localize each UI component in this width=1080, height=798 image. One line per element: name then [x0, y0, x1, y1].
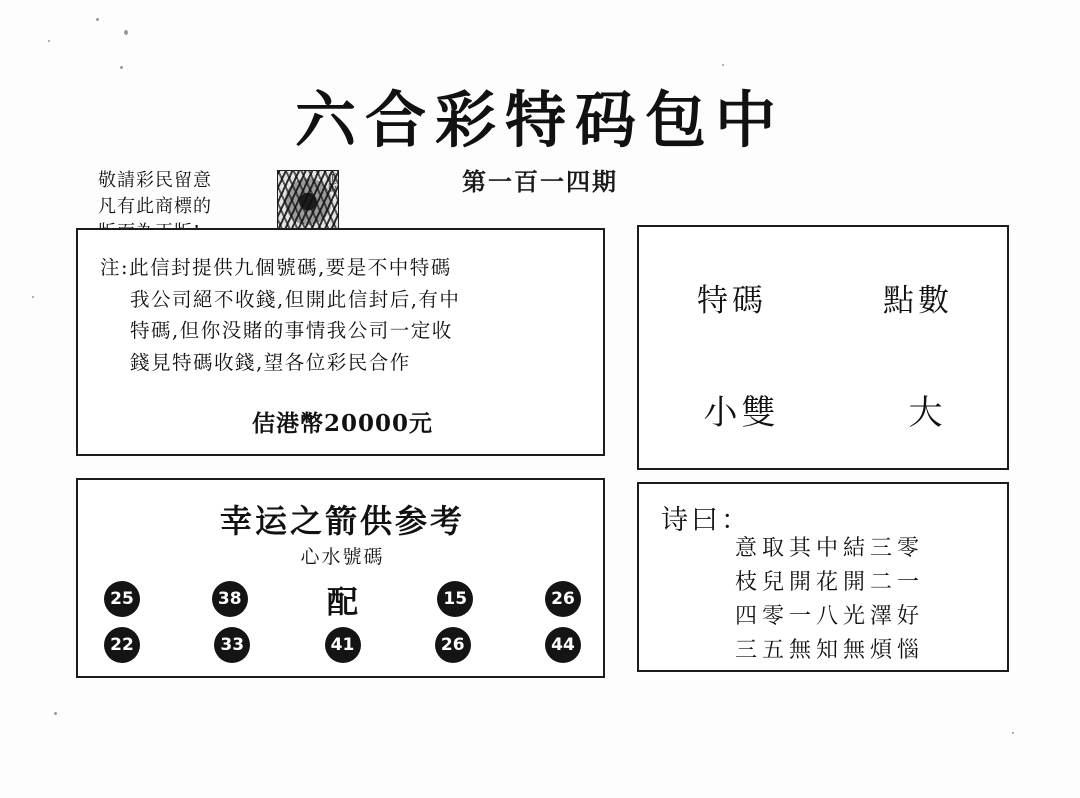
lucky-ball: 15 [437, 581, 473, 617]
special-headers [639, 275, 1011, 320]
lucky-ball: 38 [212, 581, 248, 617]
scan-speck [120, 66, 123, 69]
terms-line: 特碼,但你没賭的事情我公司一定收 [130, 319, 453, 343]
poem-box [637, 482, 1009, 672]
special-number-box [637, 225, 1009, 470]
terms-text [100, 252, 590, 378]
scan-speck [1012, 732, 1014, 734]
poem-line: 三五無知無煩惱 [735, 638, 925, 664]
lucky-ball: 22 [104, 627, 140, 663]
special-header-left: 特碼 [697, 283, 767, 319]
lucky-subtitle: 心水號碼 [300, 546, 385, 568]
issue-number: 第一百一四期 [462, 167, 618, 196]
scan-speck [722, 64, 724, 66]
lucky-ball: 33 [214, 627, 250, 663]
terms-line: 錢見特碼收錢,望各位彩民合作 [130, 350, 411, 374]
special-value-right: 大 [908, 393, 947, 433]
lucky-ball: 26 [435, 627, 471, 663]
amount-text: 佶港幣20000元 [251, 410, 434, 437]
poem-text [735, 532, 924, 668]
page-title: 六合彩特码包中 [294, 85, 785, 156]
lucky-ball: 44 [545, 627, 581, 663]
notice-line-2: 凡有此商標的 [98, 196, 212, 218]
poem-line: 四零一八光澤好 [735, 604, 925, 630]
special-values [639, 385, 1011, 434]
terms-box [76, 228, 605, 456]
special-value-left: 小雙 [703, 393, 780, 433]
lucky-ball: 26 [545, 581, 581, 617]
scan-speck [54, 712, 57, 715]
terms-line: 注:此信封提供九個號碼,要是不中特碼 [100, 256, 452, 279]
poem-header: 诗曰： [661, 505, 751, 536]
notice-line-1: 敬請彩民留意 [98, 170, 212, 191]
scan-speck [96, 18, 99, 21]
terms-line: 我公司絕不收錢,但開此信封后,有中 [130, 287, 461, 311]
pair-label: 配 [327, 584, 358, 621]
scan-speck [48, 40, 50, 42]
lucky-ball: 25 [104, 581, 140, 617]
lucky-number-row [104, 580, 581, 621]
stamp-label: 正版 [326, 173, 336, 193]
scan-speck [124, 30, 128, 35]
lucky-ball: 41 [325, 627, 361, 663]
poem-line: 意取其中結三零 [735, 536, 925, 561]
poem-line: 枝兒開花開二一 [735, 570, 925, 596]
lucky-title: 幸运之箭供参考 [219, 502, 465, 540]
special-header-right: 點數 [883, 283, 953, 319]
lucky-number-row [104, 626, 581, 664]
lucky-numbers-box [76, 478, 605, 678]
scan-speck [32, 296, 34, 298]
